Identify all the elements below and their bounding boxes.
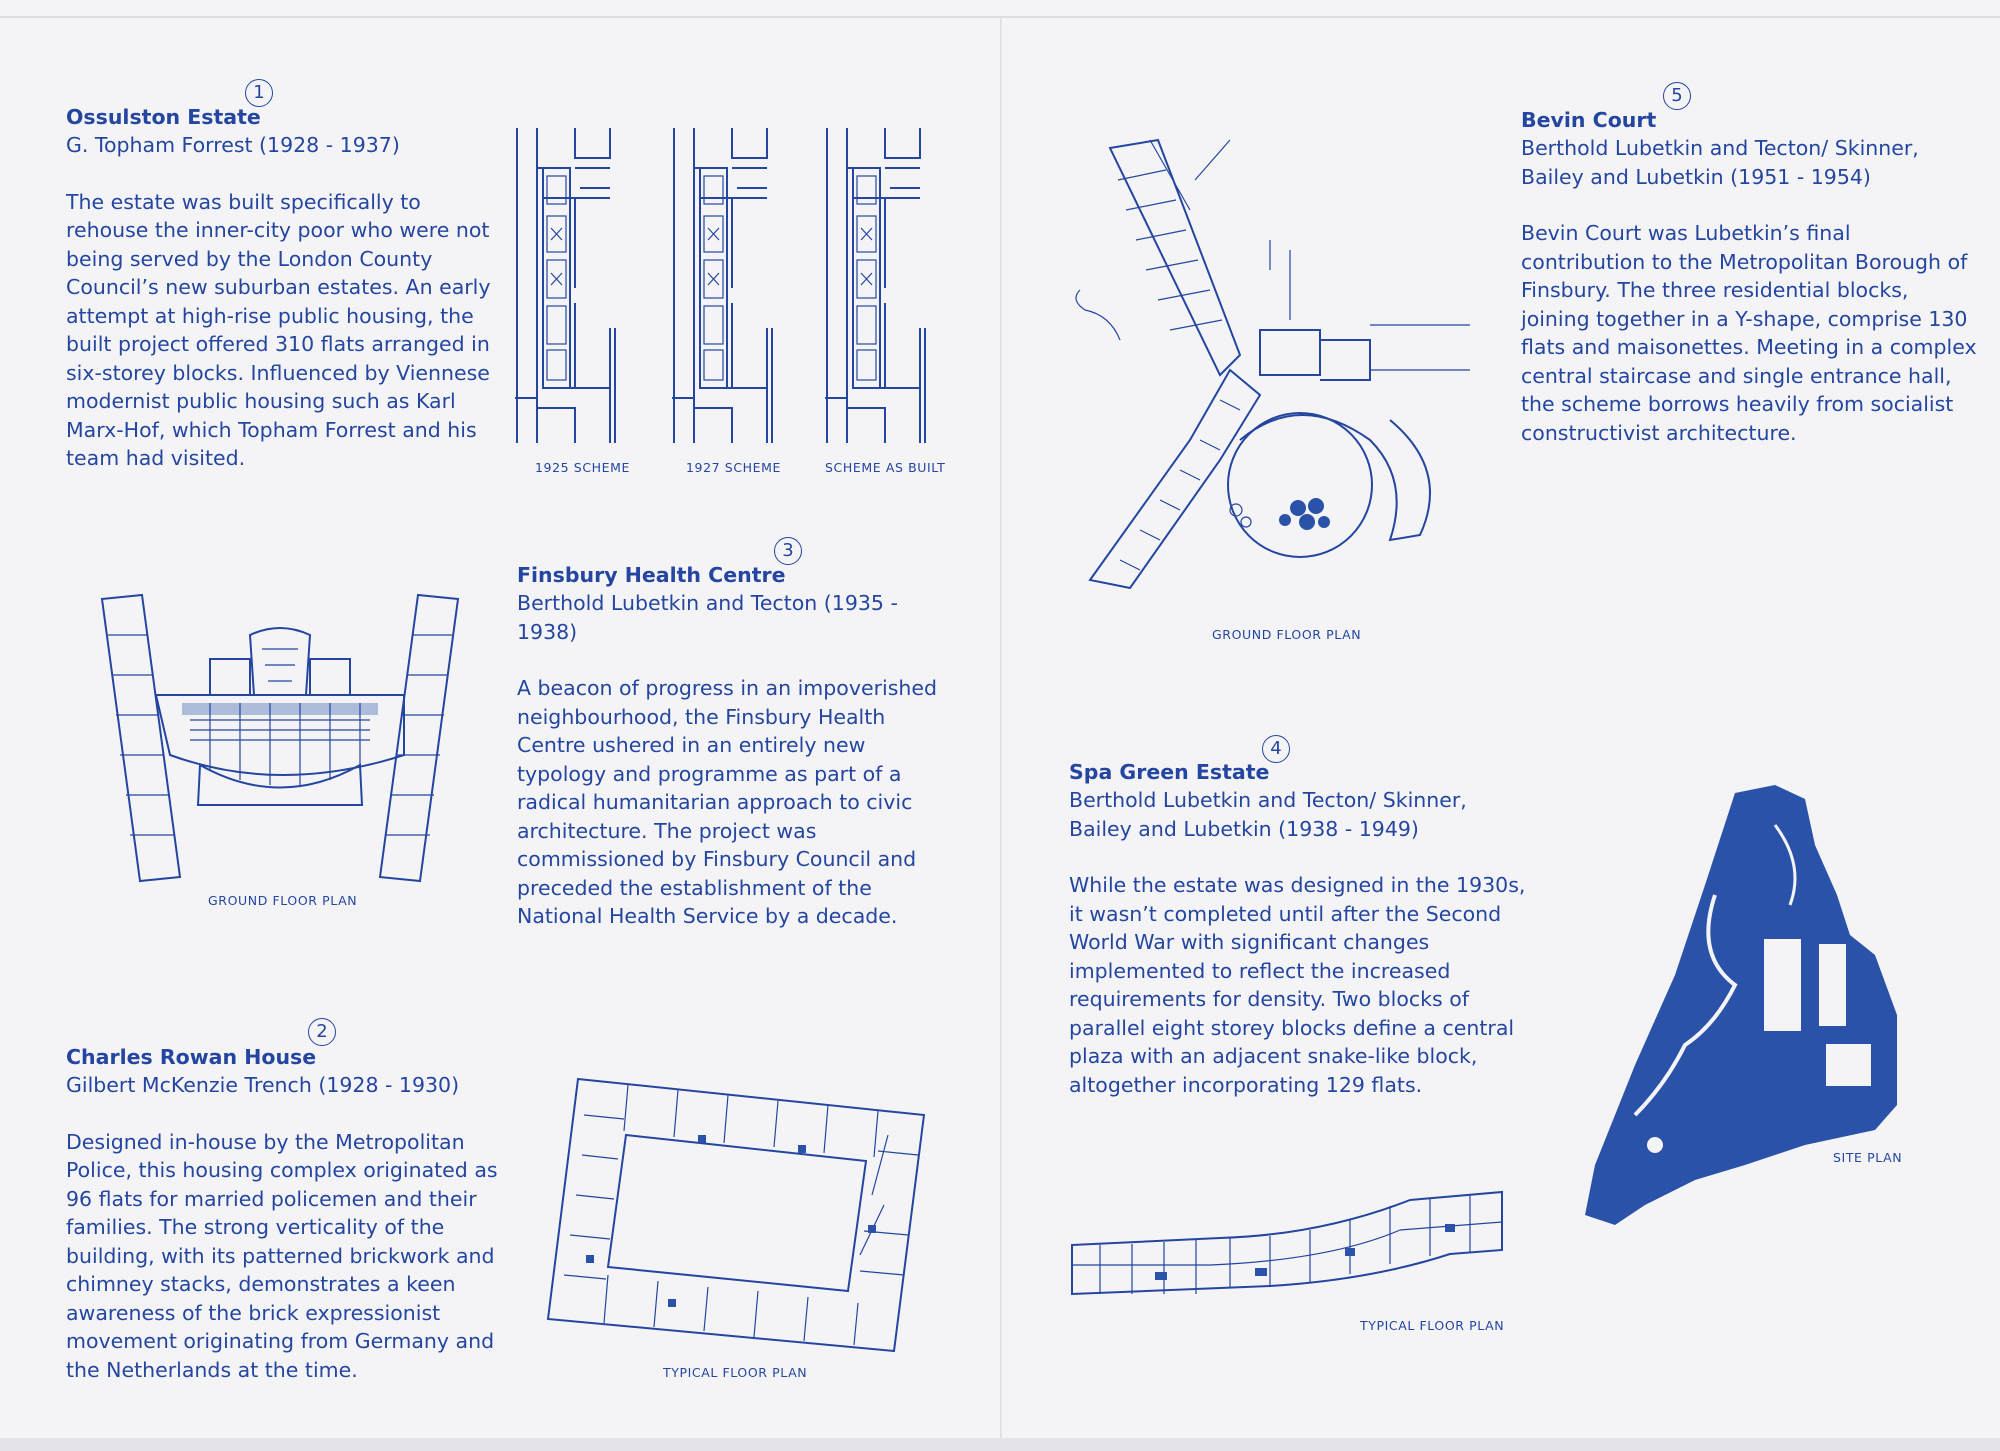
caption-1925-scheme: 1925 SCHEME bbox=[535, 460, 631, 475]
centre-fold bbox=[1000, 18, 1002, 1438]
bevin-ground-floor-plan bbox=[1070, 140, 1470, 590]
bevin-text bbox=[1521, 106, 1981, 447]
charles-rowan-caption: TYPICAL FLOOR PLAN bbox=[663, 1365, 808, 1380]
section-number-1: 1 bbox=[245, 79, 273, 107]
section-number-5: 5 bbox=[1663, 82, 1691, 110]
ossulston-title: Ossulston Estate bbox=[66, 105, 261, 129]
bevin-body: Bevin Court was Lubetkin’s final contribution to the Metropolitan Borough of Finsbury. The three residential blocks, joining together in a Y-shape, comprise 130 flats and maisonettes. Meeting in a complex central staircase and single entrance hall, the scheme borrows heavily from socialist constructivist architecture. bbox=[1521, 221, 1977, 445]
page-bottom-edge bbox=[0, 1438, 2000, 1451]
spa-green-typical-floor-plan bbox=[1070, 1190, 1505, 1300]
spa-green-text bbox=[1069, 758, 1529, 1099]
finsbury-title: Finsbury Health Centre bbox=[517, 563, 786, 587]
ossulston-subtitle: G. Topham Forrest (1928 - 1937) bbox=[66, 133, 400, 157]
spa-green-site-caption: SITE PLAN bbox=[1833, 1150, 1903, 1165]
section-number-4: 4 bbox=[1262, 735, 1290, 763]
caption-scheme-as-built: SCHEME AS BUILT bbox=[825, 460, 946, 475]
finsbury-subtitle: Berthold Lubetkin and Tecton (1935 - 1938) bbox=[517, 591, 898, 644]
ossulston-text bbox=[66, 103, 506, 473]
finsbury-ground-floor-plan bbox=[100, 595, 460, 885]
charles-rowan-title: Charles Rowan House bbox=[66, 1045, 317, 1069]
spa-green-body: While the estate was designed in the 1930s, it wasn’t completed until after the Second World War with significant changes implemented to reflect the increased requirements for density. Two blocks of parallel eight storey blocks define a central plaza with an adjacent snake-like block, altogether incorporating 129 flats. bbox=[1069, 873, 1526, 1097]
bevin-caption: GROUND FLOOR PLAN bbox=[1212, 627, 1362, 642]
spa-green-title: Spa Green Estate bbox=[1069, 760, 1270, 784]
bevin-title: Bevin Court bbox=[1521, 108, 1657, 132]
caption-1927-scheme: 1927 SCHEME bbox=[686, 460, 782, 475]
charles-rowan-text bbox=[66, 1043, 506, 1384]
charles-rowan-typical-floor-plan bbox=[548, 1075, 928, 1355]
spa-green-subtitle: Berthold Lubetkin and Tecton/ Skinner, Bailey and Lubetkin (1938 - 1949) bbox=[1069, 788, 1467, 841]
finsbury-body: A beacon of progress in an impoverished neighbourhood, the Finsbury Health Centre ushered in an entirely new typology and programme as part of a radical humanitarian approach to civic architecture. The project was commissioned by Finsbury Council and preceded the establishment of the National Health Service by a decade. bbox=[517, 676, 937, 928]
finsbury-caption: GROUND FLOOR PLAN bbox=[208, 893, 358, 908]
ossulston-body: The estate was built specifically to rehouse the inner-city poor who were not being served by the London County Council’s new suburban estates. An early attempt at high-rise public housing, the built project offered 310 flats arranged in six-storey blocks. Influenced by Viennese modernist public housing such as Karl Marx-Hof, which Topham Forrest and his team had visited. bbox=[66, 189, 491, 470]
section-number-3: 3 bbox=[774, 537, 802, 565]
bevin-subtitle: Berthold Lubetkin and Tecton/ Skinner, Bailey and Lubetkin (1951 - 1954) bbox=[1521, 136, 1919, 189]
spa-green-floor-caption: TYPICAL FLOOR PLAN bbox=[1360, 1318, 1505, 1333]
section-number-2: 2 bbox=[308, 1018, 336, 1046]
ossulston-scheme-plans bbox=[515, 128, 965, 443]
charles-rowan-body: Designed in-house by the Metropolitan Police, this housing complex originated as 96 flats for married policemen and their families. The strong verticality of the building, with its patterned brickwork and chimney stacks, demonstrates a keen awareness of the brick expressionist movement originating from Germany and the Netherlands at the time. bbox=[66, 1129, 498, 1382]
charles-rowan-subtitle: Gilbert McKenzie Trench (1928 - 1930) bbox=[66, 1073, 460, 1097]
finsbury-text bbox=[517, 561, 957, 931]
